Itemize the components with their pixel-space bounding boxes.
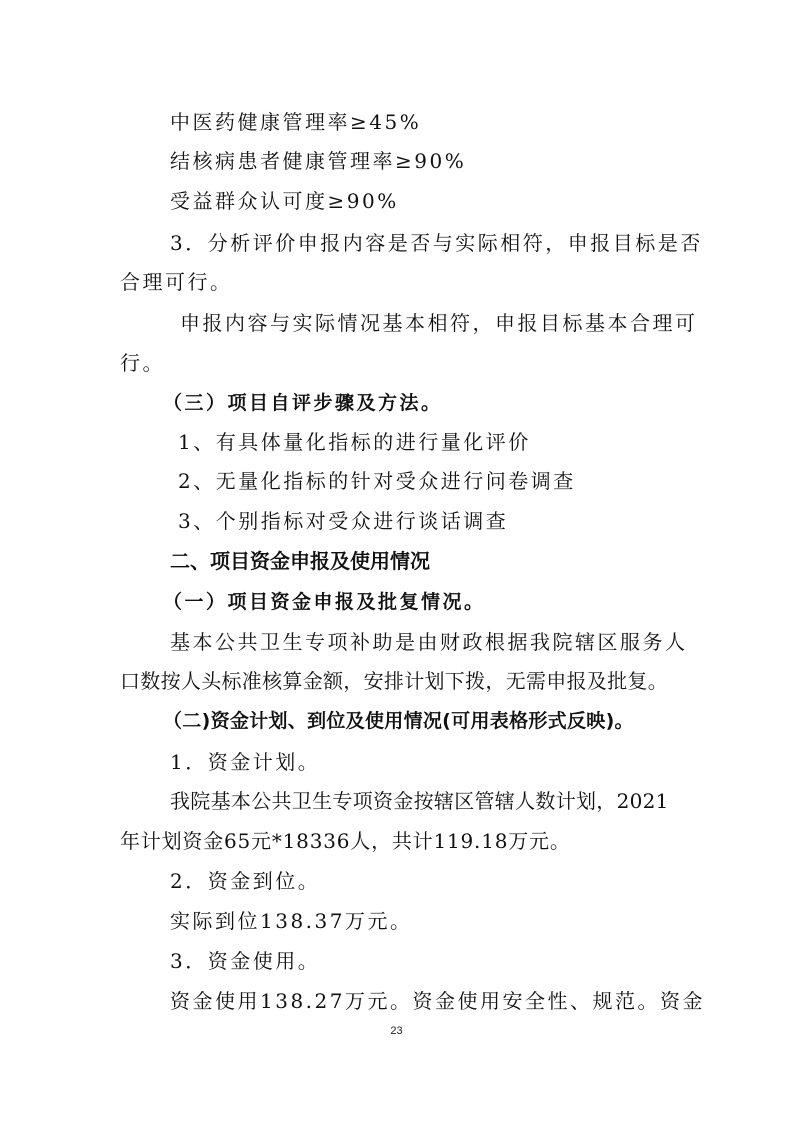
text-line-tb-management-rate: 结核病患者健康管理率≥90%	[170, 149, 467, 173]
text-line-section-3-title-cont: 合理可行。	[120, 270, 233, 294]
heading-fund-application: （一）项目资金申报及批复情况。	[163, 591, 486, 613]
text-line-section-3-title: 3．分析评价申报内容是否与实际相符，申报目标是否	[170, 231, 703, 255]
text-line-assessment-cont: 行。	[120, 351, 165, 375]
text-line-fund-arrival-title: 2．资金到位。	[170, 869, 321, 893]
text-line-satisfaction-rate: 受益群众认可度≥90%	[170, 189, 399, 213]
heading-section-2: 二、项目资金申报及使用情况	[170, 549, 430, 573]
text-line-fund-arrival-amount: 实际到位138.37万元。	[170, 909, 413, 933]
text-line-fund-plan-detail: 我院基本公共卫生专项资金按辖区管辖人数计划，2021	[170, 789, 669, 813]
text-line-fund-usage-detail: 资金使用138.27万元。资金使用安全性、规范。资金	[170, 989, 705, 1013]
text-line-tcm-management-rate: 中医药健康管理率≥45%	[170, 110, 422, 134]
list-item-step-2: 2、无量化指标的针对受众进行问卷调查	[178, 469, 576, 493]
text-line-fund-source: 基本公共卫生专项补助是由财政根据我院辖区服务人	[170, 630, 688, 654]
list-item-step-1: 1、有具体量化指标的进行量化评价	[178, 430, 531, 454]
heading-fund-plan: （二)资金计划、到位及使用情况(可用表格形式反映)。	[163, 710, 634, 732]
text-line-fund-source-cont: 口数按人头标准核算金额，安排计划下拨，无需申报及批复。	[120, 669, 669, 693]
text-line-fund-plan-detail-cont: 年计划资金65元*18336人，共计119.18万元。	[120, 829, 571, 853]
text-line-assessment: 申报内容与实际情况基本相符，申报目标基本合理可	[180, 311, 698, 335]
list-item-step-3: 3、个别指标对受众进行谈话调查	[178, 509, 509, 533]
text-line-fund-usage-title: 3．资金使用。	[170, 949, 321, 973]
page-number: 23	[390, 1025, 403, 1037]
text-line-fund-plan-title: 1．资金计划。	[170, 750, 321, 774]
heading-self-evaluation-steps: （三）项目自评步骤及方法。	[163, 392, 443, 414]
